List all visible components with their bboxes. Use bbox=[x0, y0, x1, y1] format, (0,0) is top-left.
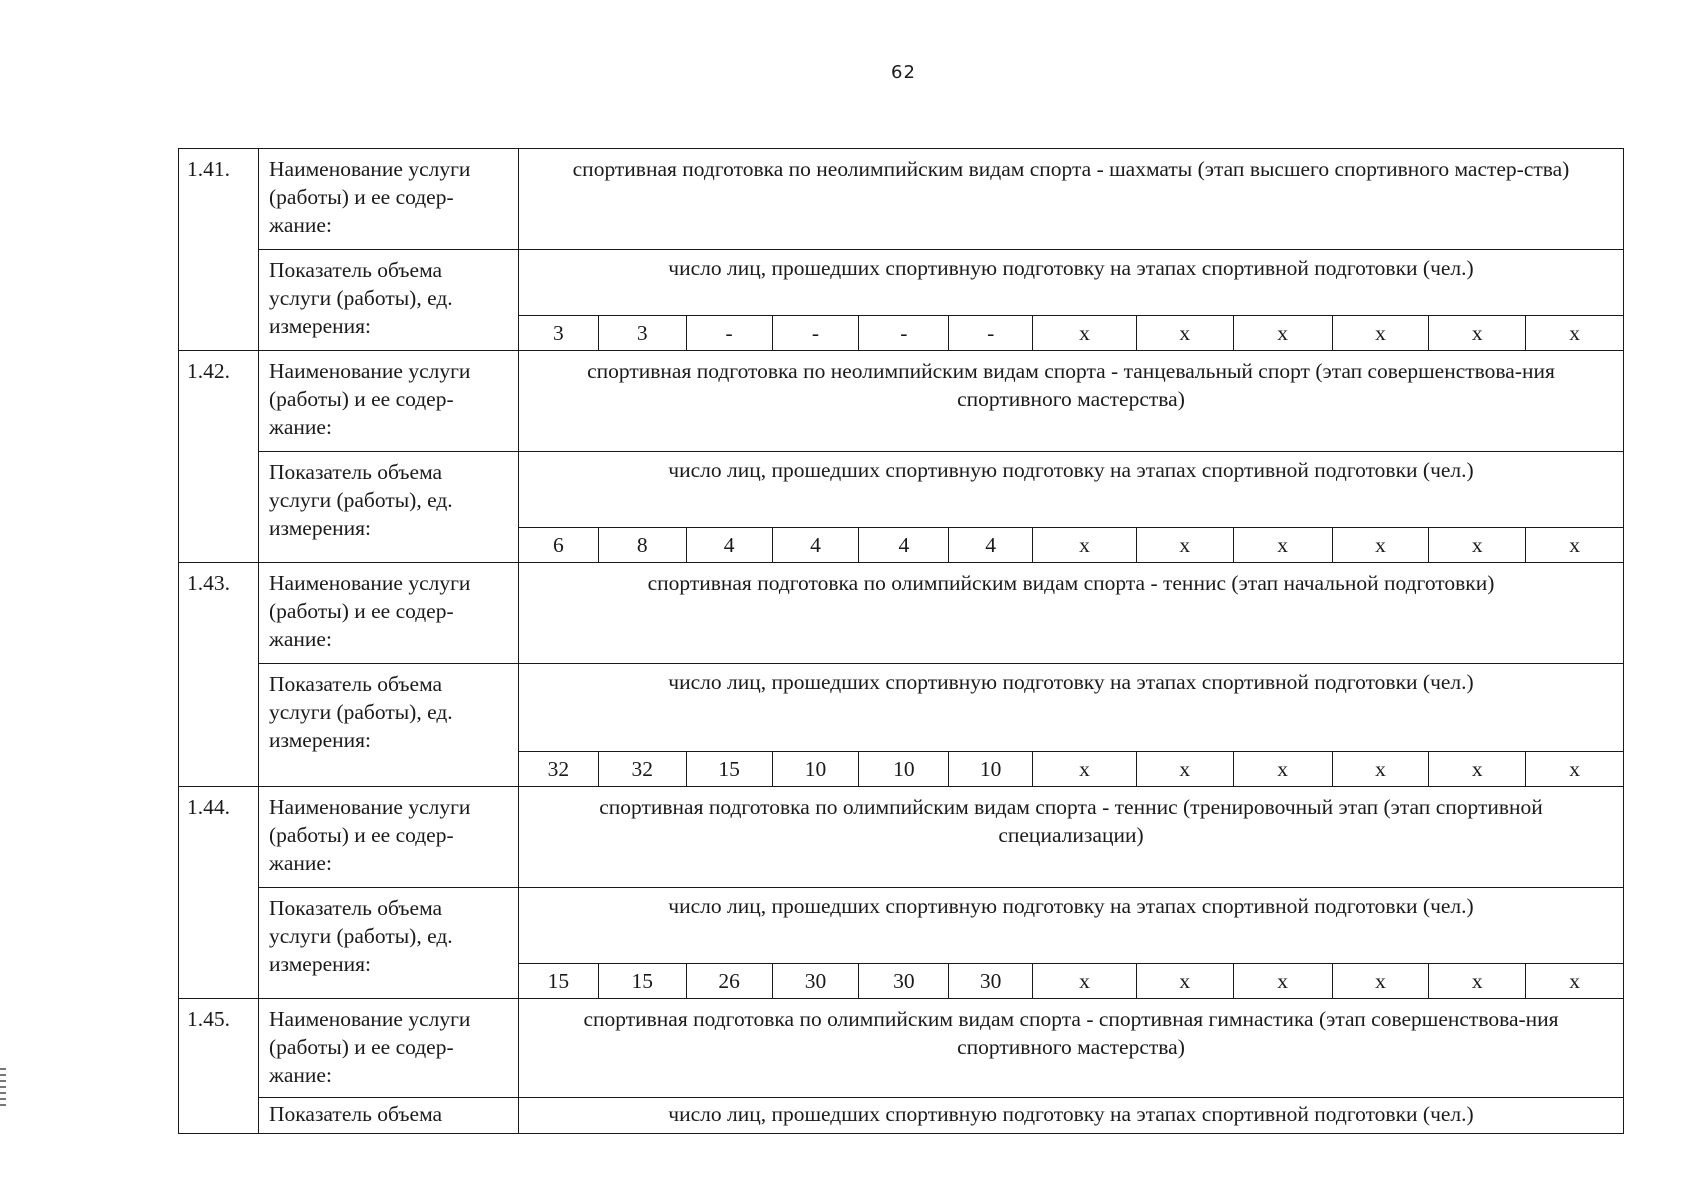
value-cell: x bbox=[1333, 316, 1430, 350]
value-cell: 26 bbox=[687, 964, 773, 998]
row-number: 1.45. bbox=[179, 999, 259, 1134]
value-cell: 15 bbox=[519, 964, 599, 998]
value-cell: x bbox=[1333, 964, 1430, 998]
service-row-1-45-volume bbox=[179, 1098, 1624, 1134]
value-cell: x bbox=[1429, 316, 1526, 350]
service-name-label: Наименование услуги (работы) и ее содер-жание: bbox=[259, 787, 519, 888]
value-cell: - bbox=[773, 316, 860, 350]
volume-label: Показатель объема услуги (работы), ед. измерения: bbox=[259, 452, 519, 563]
value-cell: 4 bbox=[859, 528, 949, 562]
value-cell: x bbox=[1137, 316, 1234, 350]
value-cell: 6 bbox=[519, 528, 599, 562]
value-cell: x bbox=[1033, 316, 1137, 350]
values-row bbox=[519, 751, 1623, 786]
service-content-cell bbox=[519, 563, 1624, 664]
value-cell: x bbox=[1234, 316, 1333, 350]
value-cell: x bbox=[1569, 757, 1580, 781]
service-row-1-42-name bbox=[179, 351, 1624, 452]
volume-cell bbox=[519, 664, 1624, 787]
service-name-label: Наименование услуги (работы) и ее содер-жание: bbox=[259, 563, 519, 664]
value-cell: x bbox=[1137, 528, 1234, 562]
value-cell: x bbox=[1137, 752, 1234, 786]
service-name-label: Наименование услуги (работы) и ее содер-жание: bbox=[259, 351, 519, 452]
service-content-cell bbox=[519, 787, 1624, 888]
service-row-1-45-name bbox=[179, 999, 1624, 1098]
volume-cell bbox=[519, 452, 1624, 563]
volume-label: Показатель объема услуги (работы), ед. измерения: bbox=[259, 664, 519, 787]
service-name-label: Наименование услуги (работы) и ее содер-жание: bbox=[259, 999, 519, 1098]
value-cell: x bbox=[1234, 964, 1333, 998]
volume-cell bbox=[519, 1098, 1624, 1134]
service-row-1-44-volume bbox=[179, 888, 1624, 999]
value-cell: 30 bbox=[859, 964, 949, 998]
value-cell: 4 bbox=[687, 528, 773, 562]
volume-title: число лиц, прошедших спортивную подготовку на этапах спортивной подготовки (чел.) bbox=[668, 894, 1474, 918]
service-row-1-41-volume bbox=[179, 250, 1624, 351]
value-cell: 4 bbox=[949, 528, 1033, 562]
values-row bbox=[519, 315, 1623, 350]
value-cell: x bbox=[1234, 752, 1333, 786]
row-number: 1.44. bbox=[179, 787, 259, 999]
value-cell: x bbox=[1429, 752, 1526, 786]
service-content-text: спортивная подготовка по неолимпийским видам спорта - шахматы (этап высшего спортивного мастер-ства) bbox=[572, 157, 1570, 181]
value-cell: 10 bbox=[949, 752, 1033, 786]
service-row-1-42-volume bbox=[179, 452, 1624, 563]
volume-label: Показатель объема услуги (работы), ед. измерения: bbox=[259, 250, 519, 351]
service-content-text: спортивная подготовка по олимпийским видам спорта - теннис (тренировочный этап (этап спортивной специализации) bbox=[599, 795, 1543, 847]
service-content-text: спортивная подготовка по олимпийским видам спорта - спортивная гимнастика (этап совершенствова-ния спортивного мастерства) bbox=[583, 1007, 1559, 1059]
value-cell: 15 bbox=[599, 964, 687, 998]
value-cell: x bbox=[1569, 321, 1580, 345]
service-row-1-41-name bbox=[179, 149, 1624, 250]
value-cell: - bbox=[687, 316, 773, 350]
row-number: 1.42. bbox=[179, 351, 259, 563]
service-name-label: Наименование услуги (работы) и ее содер-жание: bbox=[259, 149, 519, 250]
value-cell: x bbox=[1569, 969, 1580, 993]
value-cell: 10 bbox=[859, 752, 949, 786]
value-cell: x bbox=[1429, 528, 1526, 562]
services-table bbox=[178, 148, 1624, 1134]
service-content-text: спортивная подготовка по олимпийским видам спорта - теннис (этап начальной подготовки) bbox=[647, 571, 1495, 595]
volume-label: Показатель объема bbox=[259, 1098, 519, 1134]
page-number: 62 bbox=[891, 62, 916, 83]
volume-title: число лиц, прошедших спортивную подготовку на этапах спортивной подготовки (чел.) bbox=[668, 256, 1474, 280]
row-number: 1.41. bbox=[179, 149, 259, 351]
value-cell: x bbox=[1234, 528, 1333, 562]
value-cell: 3 bbox=[599, 316, 687, 350]
value-cell: x bbox=[1333, 528, 1430, 562]
value-cell: x bbox=[1033, 964, 1137, 998]
service-content-cell bbox=[519, 351, 1624, 452]
service-content-text: спортивная подготовка по неолимпийским видам спорта - танцевальный спорт (этап совершенствова-ния спортивного мастерства) bbox=[587, 359, 1555, 411]
volume-label: Показатель объема услуги (работы), ед. измерения: bbox=[259, 888, 519, 999]
value-cell: x bbox=[1033, 528, 1137, 562]
value-cell: 32 bbox=[599, 752, 687, 786]
value-cell: 30 bbox=[773, 964, 860, 998]
row-number: 1.43. bbox=[179, 563, 259, 787]
value-cell: 32 bbox=[519, 752, 599, 786]
service-row-1-43-name bbox=[179, 563, 1624, 664]
volume-title: число лиц, прошедших спортивную подготовку на этапах спортивной подготовки (чел.) bbox=[668, 1102, 1474, 1126]
value-cell: 4 bbox=[773, 528, 860, 562]
volume-cell bbox=[519, 250, 1624, 351]
service-content-cell bbox=[519, 999, 1624, 1098]
values-row bbox=[519, 963, 1623, 998]
scan-edge-marks bbox=[0, 1068, 6, 1106]
value-cell: 3 bbox=[519, 316, 599, 350]
value-cell: x bbox=[1429, 964, 1526, 998]
value-cell: - bbox=[949, 316, 1033, 350]
value-cell: 30 bbox=[949, 964, 1033, 998]
value-cell: - bbox=[859, 316, 949, 350]
value-cell: 10 bbox=[773, 752, 860, 786]
service-content-cell bbox=[519, 149, 1624, 250]
service-row-1-43-volume bbox=[179, 664, 1624, 787]
service-row-1-44-name bbox=[179, 787, 1624, 888]
value-cell: 8 bbox=[599, 528, 687, 562]
value-cell: x bbox=[1137, 964, 1234, 998]
value-cell: x bbox=[1033, 752, 1137, 786]
value-cell: x bbox=[1569, 533, 1580, 557]
volume-title: число лиц, прошедших спортивную подготовку на этапах спортивной подготовки (чел.) bbox=[668, 670, 1474, 694]
volume-title: число лиц, прошедших спортивную подготовку на этапах спортивной подготовки (чел.) bbox=[668, 458, 1474, 482]
values-row bbox=[519, 527, 1623, 562]
value-cell: 15 bbox=[687, 752, 773, 786]
volume-cell bbox=[519, 888, 1624, 999]
value-cell: x bbox=[1333, 752, 1430, 786]
